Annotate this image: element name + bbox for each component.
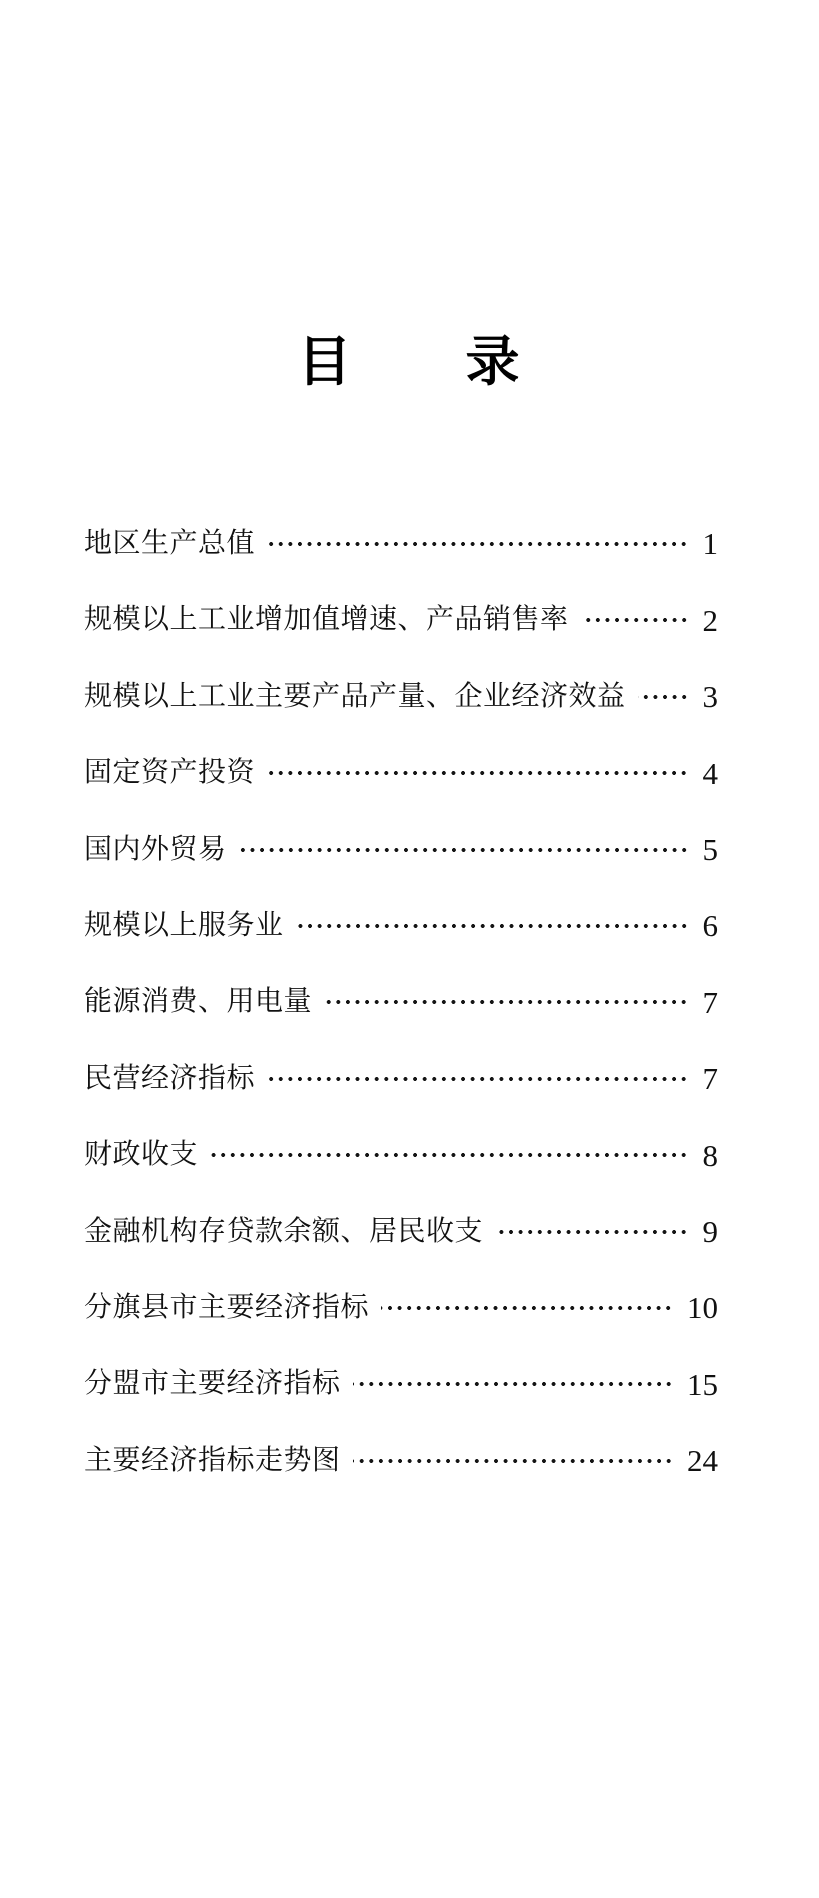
toc-entry-page-number: 7: [702, 984, 718, 1020]
toc-entry-row: [84, 1346, 718, 1422]
toc-entry-page-number: 9: [702, 1214, 718, 1249]
toc-entry-row: [84, 1270, 718, 1346]
dot-leader: [353, 1457, 673, 1465]
toc-entry-label: 规模以上服务业: [84, 909, 284, 941]
toc-entry-page-number: 4: [702, 755, 718, 791]
toc-entry-label: 地区生产总值: [84, 527, 256, 559]
toc-entry-page-number: 5: [702, 832, 718, 868]
dot-leader: [267, 1075, 688, 1083]
toc-entry-page-number: 15: [687, 1366, 718, 1402]
toc-entry-page-number: 1: [702, 526, 718, 562]
toc-list: [0, 506, 819, 1499]
toc-entry-label: 金融机构存贷款余额、居民收支: [84, 1215, 484, 1247]
dot-leader: [239, 846, 689, 854]
page-title: 目 录: [297, 332, 522, 392]
toc-entry-page-number: 7: [702, 1061, 718, 1097]
dot-leader: [324, 998, 688, 1006]
toc-entry-row: [84, 1422, 718, 1498]
toc-entry-row: [84, 582, 718, 658]
toc-entry-label: 规模以上工业增加值增速、产品销售率: [84, 604, 569, 636]
toc-entry-row: [84, 888, 718, 964]
dot-leader: [495, 1228, 688, 1236]
toc-entry-page-number: 3: [702, 679, 718, 715]
toc-entry-label: 分旗县市主要经济指标: [84, 1291, 370, 1323]
toc-entry-label: 能源消费、用电量: [84, 986, 313, 1018]
toc-entry-label: 主要经济指标走势图: [84, 1444, 341, 1476]
toc-entry-row: [84, 506, 718, 582]
toc-entry-page-number: 2: [702, 602, 718, 638]
toc-entry-label: 财政收支: [84, 1139, 199, 1171]
toc-entry-row: [84, 659, 718, 735]
toc-entry-label: 规模以上工业主要产品产量、企业经济效益: [84, 680, 626, 712]
toc-entry-row: [84, 964, 718, 1040]
toc-entry-page-number: 24: [687, 1443, 718, 1479]
toc-entry-label: 民营经济指标: [84, 1062, 256, 1094]
dot-leader: [353, 1380, 673, 1388]
dot-leader: [267, 540, 688, 548]
toc-entry-page-number: 10: [687, 1290, 718, 1326]
toc-entry-label: 国内外贸易: [84, 833, 227, 865]
toc-entry-label: 固定资产投资: [84, 757, 256, 789]
toc-entry-label: 分盟市主要经济指标: [84, 1368, 341, 1400]
toc-entry-row: [84, 1193, 718, 1269]
toc-entry-row: [84, 1041, 718, 1117]
dot-leader: [381, 1304, 673, 1312]
toc-entry-row: [84, 735, 718, 811]
toc-entry-page-number: 6: [702, 908, 718, 944]
toc-entry-page-number: 8: [702, 1137, 718, 1173]
dot-leader: [296, 922, 689, 930]
dot-leader: [267, 769, 688, 777]
toc-entry-row: [84, 1117, 718, 1193]
dot-leader: [210, 1151, 688, 1159]
dot-leader: [638, 693, 689, 701]
dot-leader: [581, 616, 689, 624]
toc-entry-row: [84, 811, 718, 887]
